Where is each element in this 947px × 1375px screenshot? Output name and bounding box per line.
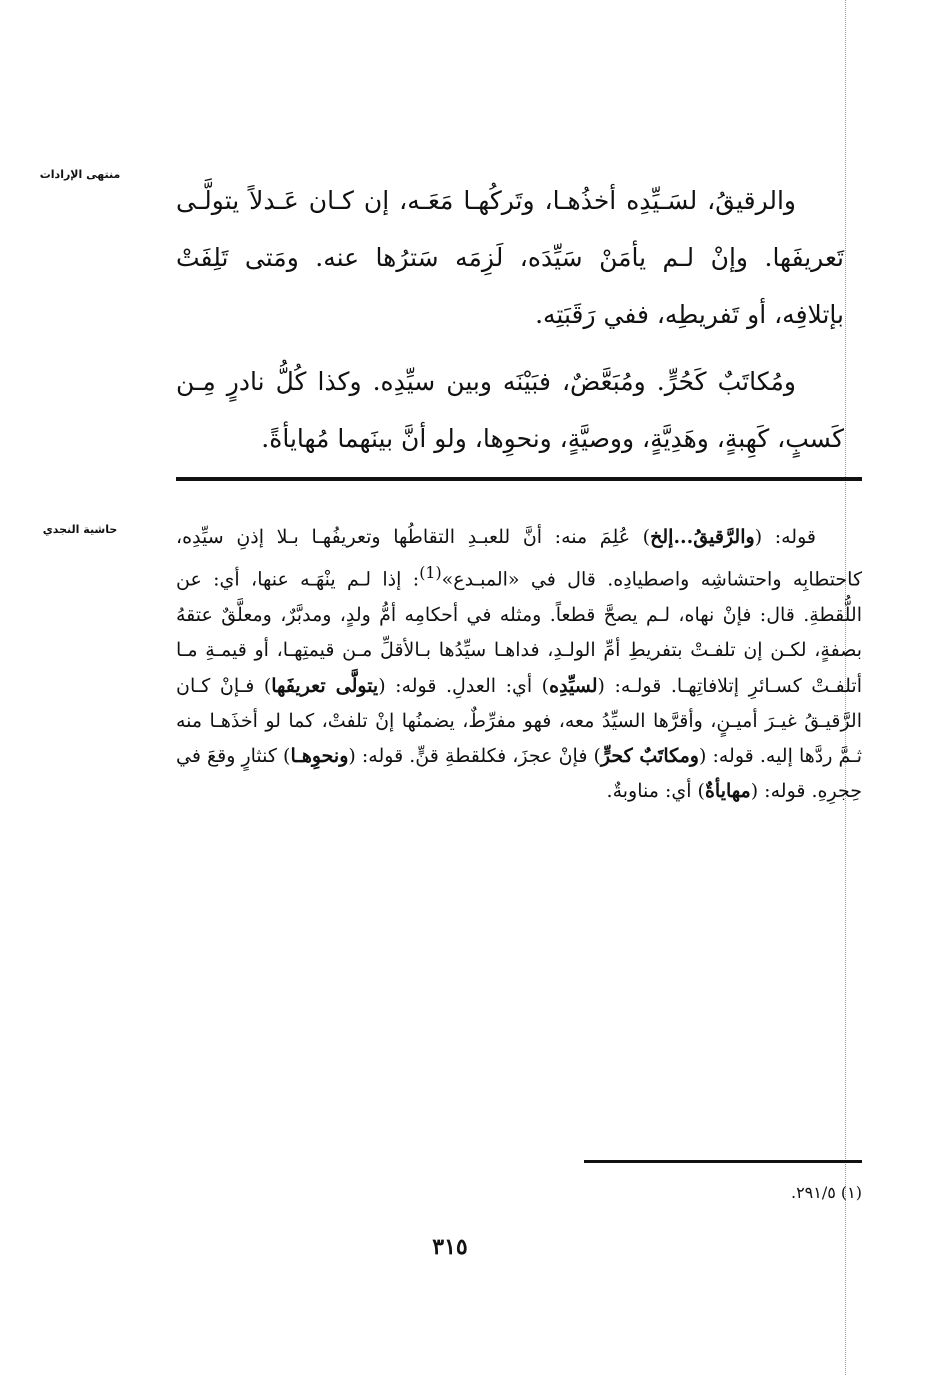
- hashiya-text-run: ) أي: مناوبةٌ.: [606, 780, 705, 803]
- margin-label-matn: منتهى الإرادات: [39, 168, 121, 181]
- hashiya-text-run: ) كنثارٍ وقعَ في حِجرِهِ. قوله: (: [176, 745, 862, 803]
- footnote: (١) ٢٩١/٥.: [790, 1183, 862, 1202]
- footnote-reference: (1): [419, 563, 442, 583]
- matn-paragraph-2: ومُكاتَبٌ كَحُرٍّ. ومُبَعَّضٌ، فبَيْنَه وبين سيِّدِه. وكذا كُلُّ نادرٍ مِـن كَسبٍ، كَهِبةٍ، وهَدِيَّةٍ، ووصيَّةٍ، ونحوِها، ولو أنَّ بينَهما مُهايأةً.: [176, 367, 844, 453]
- quoted-term: لسيِّدِه: [549, 674, 598, 697]
- hashiya-text-run: ) أي: العدلِ. قوله: (: [378, 674, 550, 697]
- matn-paragraph-1: والرقيقُ، لسَـيِّدِه أخذُهـا، وتَركُهـا مَعَـه، إن كـان عَـدلاً يتولَّـى تَعريفَها. وإنْ لـم يأمَنْ سَيِّدَه، لَزِمَه سَترُها عنه. ومَتى تَلِفَتْ بإتلافِه، أو تَفريطِه، ففي رَقَبَتِه.: [176, 186, 844, 329]
- hashiya-text-run: ) فـإنْ كـان الرَّقيـقُ غيـرَ أميـنٍ، وأقرَّها السيِّدُ معه، فهو مفرِّطٌ، يضمنُها إنْ تلفتْ، كما لو أخذَهـا منه ثـمَّ ردَّها إليه. قوله: (: [176, 674, 862, 768]
- page-number: ٣١٥: [432, 1234, 468, 1260]
- quoted-term: يتولَّى تعريفَها: [271, 674, 379, 697]
- quoted-term: والرَّقيقُ...إلخ: [650, 526, 755, 548]
- section-divider: [176, 477, 862, 481]
- quoted-term: ونحوِهـا: [290, 745, 349, 768]
- hashiya-paragraph: [176, 520, 862, 810]
- hashiya-text-run: قوله: (: [754, 526, 816, 548]
- margin-label-hashiya: حاشية النجدي: [42, 523, 118, 536]
- hashiya-text-run: : إذا لـم ينْهَـه عنها، أي: عن اللُّقطةِ. قال: فإنْ نهاه، لـم يصحَّ قطعاً. ومثله في أحكامِه أمُّ ولدٍ، ومدبَّرٌ، ومعلَّقٌ عتقهُ بصفةٍ، لكـن إن تلفـتْ بتفريطِ أمِّ الولـدِ، فداهـا سيِّدُها بـالأقلِّ مـن قيمتِهـا، أو قيمـةِ مـا أتلفـتْ كسـائرِ إتلافاتِهـا. قولـه: (: [176, 568, 862, 697]
- hashiya-text: [176, 520, 862, 810]
- hashiya-text-run: ) عُلِمَ منه: أنَّ للعبـدِ التقاطُها وتعريفُهـا بـلا إذنِ سيِّدِه، كاحتطابِه واحتشاشِه واصطيادِه. قال في «المبـدع»: [176, 526, 863, 591]
- matn-text: [176, 172, 844, 467]
- quoted-term: ومكاتَبٌ كحرٍّ: [600, 745, 699, 768]
- quoted-term: مهايأةٌ: [704, 780, 751, 803]
- hashiya-text-run: ) فإنْ عجزَ، فكلقطةِ قنٍّ. قوله: (: [348, 745, 601, 768]
- footnote-divider: [584, 1160, 862, 1163]
